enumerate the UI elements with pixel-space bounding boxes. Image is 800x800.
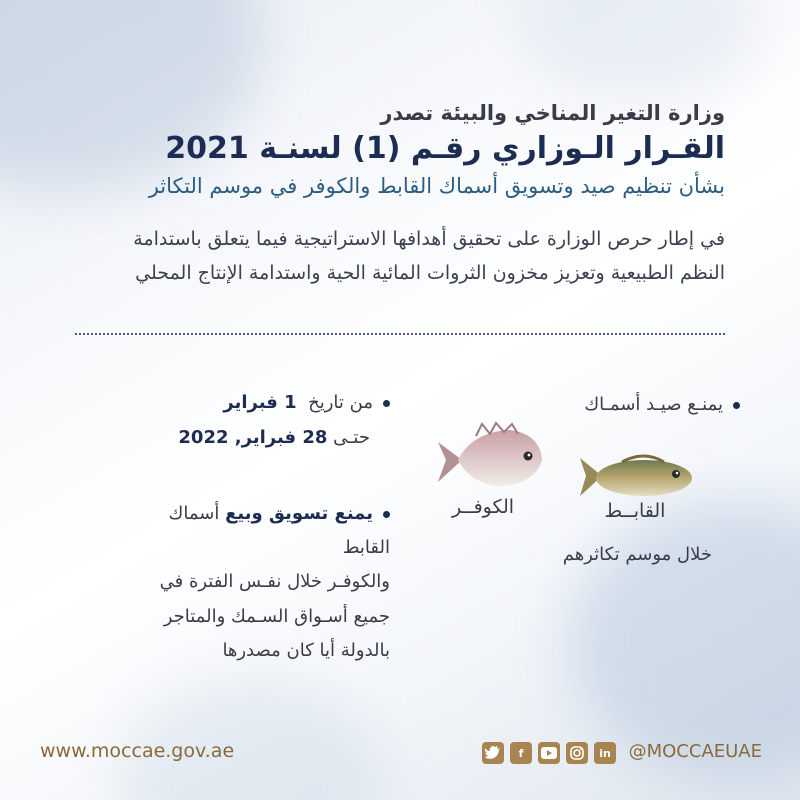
date-year: , 2022	[178, 427, 242, 448]
marketing-ban-text: أسماك القابط	[168, 503, 390, 559]
fishing-ban-bullet	[460, 394, 740, 415]
date-range-bullet	[140, 392, 390, 448]
social-icons	[482, 742, 616, 764]
watercolor-wash	[570, 500, 800, 780]
date-from-line	[140, 392, 390, 413]
fishing-ban-text: يمنـع صيـد أسمـاك	[584, 394, 723, 415]
kabit-label: القابــط	[604, 500, 666, 522]
intro-line: في إطار حرص الوزارة على تحقيق أهدافها الاستراتيجية فيما يتعلق باستدامة	[133, 228, 725, 250]
intro-paragraph	[65, 222, 725, 290]
title-block	[65, 100, 725, 202]
decree-title: القـرار الـوزاري رقـم (1) لسنـة 2021	[165, 131, 725, 167]
facebook-icon[interactable]: f	[510, 742, 532, 764]
breeding-season-text: خلال موسم تكاثرهم	[562, 544, 712, 565]
linkedin-icon[interactable]: in	[594, 742, 616, 764]
twitter-icon[interactable]	[482, 742, 504, 764]
website-link[interactable]: www.moccae.gov.ae	[40, 740, 235, 762]
instagram-icon[interactable]	[566, 742, 588, 764]
marketing-ban-line: والكوفـر خلال نفـس الفترة في	[159, 571, 390, 593]
date-until-line	[140, 427, 390, 448]
social-handle[interactable]: @MOCCAEUAE	[628, 741, 762, 762]
bullet-dot	[383, 511, 390, 518]
bullet-dot	[733, 402, 740, 409]
marketing-ban-bullet	[140, 497, 390, 668]
date-until-prefix: حتـى	[333, 427, 370, 448]
dotted-divider	[75, 333, 725, 335]
date-from-value: 1 فبراير	[223, 392, 297, 413]
marketing-ban-line	[140, 497, 390, 565]
kofar-label: الكوفــر	[451, 496, 515, 518]
ministry-line: وزارة التغير المناخي والبيئة تصدر	[380, 101, 725, 125]
watercolor-wash	[520, 0, 760, 100]
kofar-fish-illustration	[432, 420, 552, 495]
marketing-ban-line: بالدولة أيا كان مصدرها	[222, 639, 390, 661]
date-until-value: 28 فبراير	[241, 427, 328, 448]
decree-subject: بشأن تنظيم صيد وتسويق أسماك القابط والكوفر في موسم التكاثر	[148, 174, 725, 199]
date-from-prefix: من تاريخ	[308, 392, 373, 413]
marketing-ban-line: جميع أسـواق السـمك والمتاجر	[163, 605, 390, 627]
kabit-fish-illustration	[572, 448, 702, 508]
intro-line: النظم الطبيعية وتعزيز مخزون الثروات المائية الحية واستدامة الإنتاج المحلي	[135, 262, 725, 285]
youtube-icon[interactable]	[538, 742, 560, 764]
bullet-dot	[383, 400, 390, 407]
marketing-ban-bold: يمنع تسويق وبيع	[225, 503, 373, 524]
